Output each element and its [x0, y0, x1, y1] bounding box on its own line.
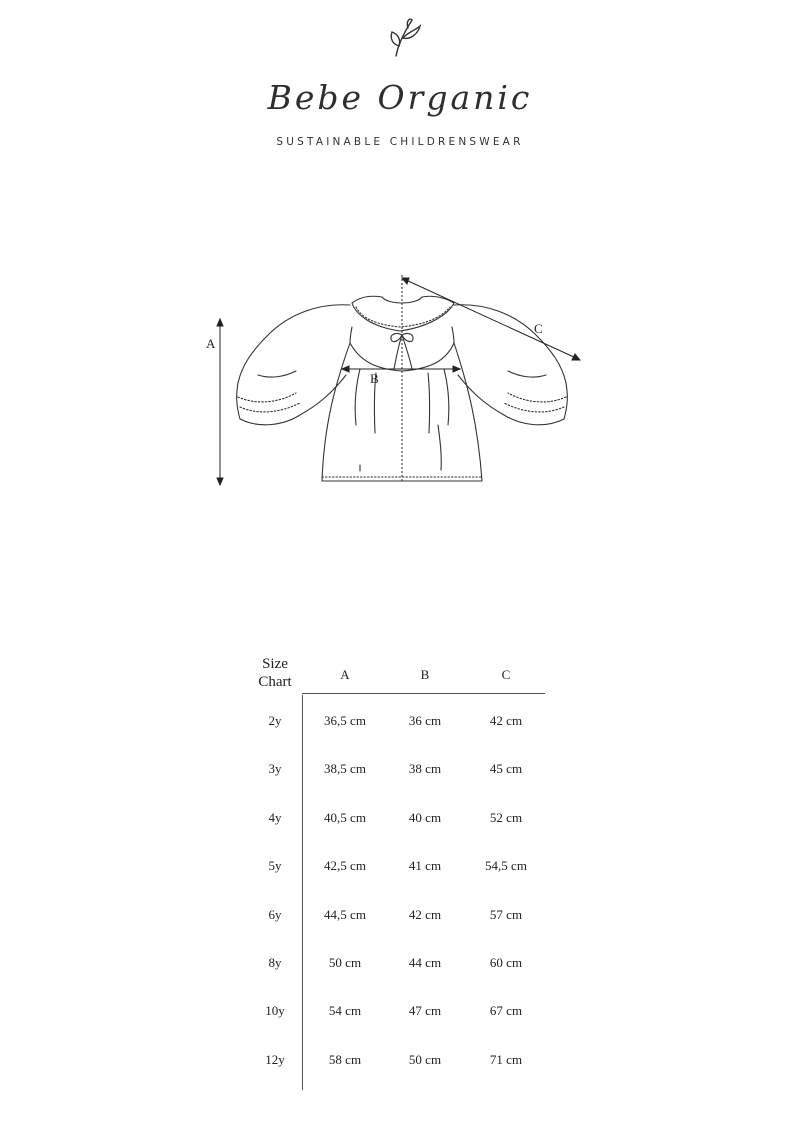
header-divider [302, 693, 545, 694]
measurement-a: 38,5 cm [324, 761, 366, 777]
garment-left-sleeve [237, 305, 350, 425]
measurement-c: 54,5 cm [485, 858, 527, 874]
size-label: 12y [265, 1051, 285, 1067]
size-label: 3y [268, 761, 282, 777]
measurement-b: 44 cm [408, 955, 442, 970]
measurement-c: 52 cm [489, 809, 523, 825]
brand-tagline: SUSTAINABLE CHILDRENSWEAR [276, 136, 524, 148]
garment-diagram [200, 265, 600, 495]
size-label: 5y [268, 858, 282, 874]
size-label: 6y [268, 906, 282, 922]
measurement-c: 42 cm [489, 713, 523, 728]
measurement-b: 41 cm [408, 858, 442, 874]
measurement-a: 36,5 cm [324, 713, 366, 728]
garment-collar [352, 296, 454, 331]
measure-c-line [406, 280, 576, 358]
size-label: 2y [268, 713, 282, 728]
brand-name: Bebe Organic [267, 78, 533, 117]
measurement-b: 50 cm [408, 1051, 442, 1067]
measurement-a: 58 cm [328, 1051, 362, 1067]
measurement-c: 45 cm [489, 761, 523, 777]
size-label: 8y [268, 955, 282, 970]
measurement-a: 50 cm [328, 955, 362, 970]
measurement-b: 40 cm [408, 809, 442, 825]
measurement-a: 54 cm [328, 1003, 362, 1019]
leaf-sprig-icon [382, 12, 426, 62]
measurement-c: 67 cm [489, 1003, 523, 1019]
garment-right-sleeve [454, 305, 567, 425]
measure-b-label: B [370, 371, 379, 386]
size-chart-table [240, 655, 560, 1095]
measure-c-label: C [534, 321, 543, 336]
measurement-b: 47 cm [408, 1003, 442, 1019]
measurement-c: 57 cm [489, 906, 523, 922]
measurement-a: 44,5 cm [324, 906, 366, 922]
measure-a-label: A [206, 336, 216, 351]
column-header-c: C [501, 667, 511, 682]
size-column-divider [302, 695, 303, 1090]
measurement-a: 42,5 cm [324, 858, 366, 874]
measurement-b: 36 cm [408, 713, 442, 728]
size-label: 10y [265, 1003, 285, 1019]
size-label: 4y [268, 809, 282, 825]
column-header-a: A [340, 667, 350, 682]
measurement-a: 40,5 cm [324, 809, 366, 825]
measurement-b: 42 cm [408, 906, 442, 922]
size-chart-title: Size Chart [258, 656, 292, 690]
measurement-c: 71 cm [489, 1051, 523, 1067]
measurement-c: 60 cm [489, 955, 523, 970]
measurement-b: 38 cm [408, 761, 442, 777]
column-header-b: B [420, 667, 430, 682]
